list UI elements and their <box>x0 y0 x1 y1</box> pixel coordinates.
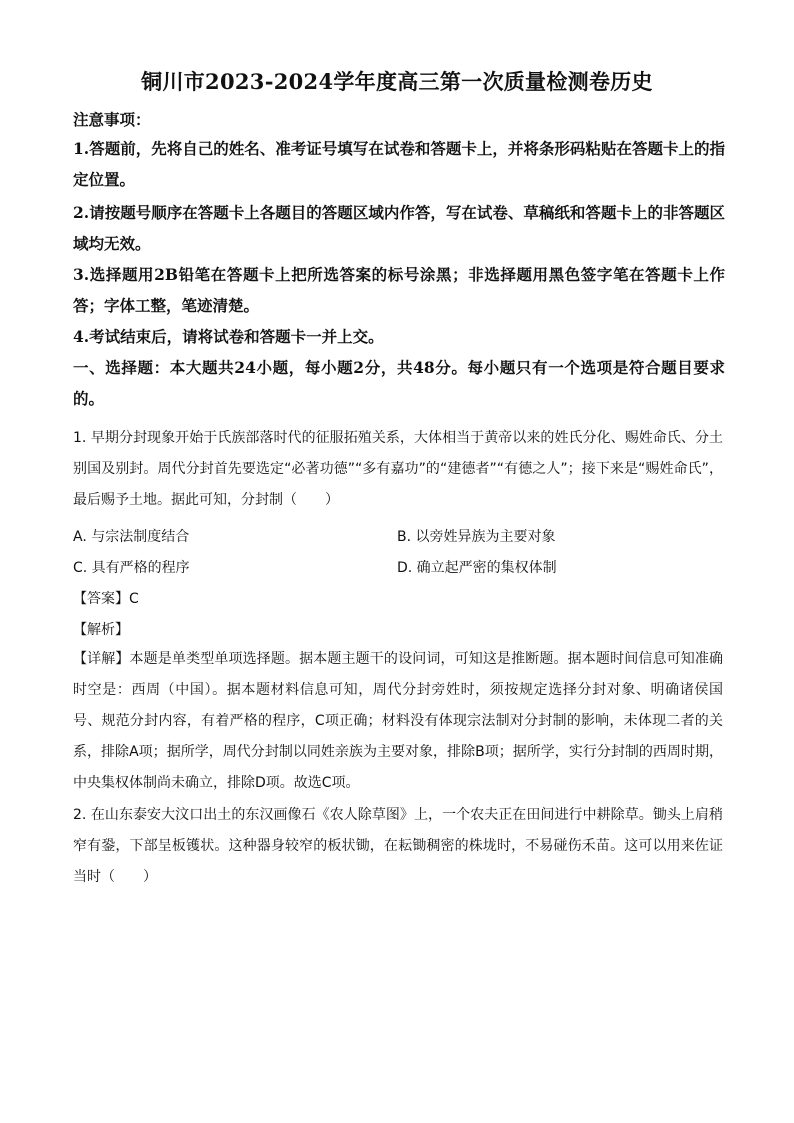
question-1-option-b: B. 以旁姓异族为主要对象 <box>397 529 556 545</box>
question-1-option-d: D. 确立起严密的集权体制 <box>397 560 557 576</box>
question-1-answer: 【答案】C <box>73 591 139 607</box>
notice-heading: 注意事项： <box>73 110 151 129</box>
notice-item-2: 2.请按题号顺序在答题卡上各题目的答题区域内作答，写在试卷、草稿纸和答题卡上的非答题区域均无效。 <box>73 203 725 253</box>
question-1-stem: 1. 早期分封现象开始于氏族部落时代的征服拓殖关系，大体相当于黄帝以来的姓氏分化、赐姓命氏、分土别国及别封。周代分封首先要选定“必著功德”“多有嘉功”的“建德者”“有德之人”；接下来是“赐姓命氏”，最后赐予土地。据此可知，分封制（ ） <box>73 430 723 508</box>
question-1-analysis-label: 【解析】 <box>73 622 129 638</box>
notice-item-4: 4.考试结束后，请将试卷和答题卡一并上交。 <box>73 327 384 346</box>
question-1-option-c: C. 具有严格的程序 <box>73 560 190 576</box>
section-heading: 一、选择题：本大题共24小题，每小题2分，共48分。每小题只有一个选项是符合题目要求的。 <box>73 358 725 408</box>
page-title: 铜川市2023-2024学年度高三第一次质量检测卷历史 <box>141 69 653 94</box>
notice-item-3: 3.选择题用2B铅笔在答题卡上把所选答案的标号涂黑；非选择题用黑色签字笔在答题卡上作答；字体工整，笔迹清楚。 <box>73 265 725 315</box>
question-1-detail: 【详解】本题是单类型单项选择题。据本题主题干的设问词，可知这是推断题。据本题时间信息可知准确时空是：西周（中国）。据本题材料信息可知，周代分封旁姓时，须按规定选择分封对象、明确诸侯国号、规范分封内容，有着严格的程序，C项正确；材料没有体现宗法制对分封制的影响，未体现二者的关系，排除A项；据所学，周代分封制以同姓亲族为主要对象，排除B项；据所学，实行分封制的西周时期，中央集权体制尚未确立，排除D项。故选C项。 <box>73 651 723 791</box>
question-2-stem: 2. 在山东泰安大汶口出土的东汉画像石《农人除草图》上，一个农夫正在田间进行中耕除草。锄头上肩稍窄有銎，下部呈板镬状。这种器身较窄的板状锄，在耘锄稠密的株垅时，不易碰伤禾苗。这可以用来佐证当时（ ） <box>73 807 723 885</box>
notice-item-1: 1.答题前，先将自己的姓名、准考证号填写在试卷和答题卡上，并将条形码粘贴在答题卡上的指定位置。 <box>73 139 725 189</box>
question-1-option-a: A. 与宗法制度结合 <box>73 529 190 545</box>
